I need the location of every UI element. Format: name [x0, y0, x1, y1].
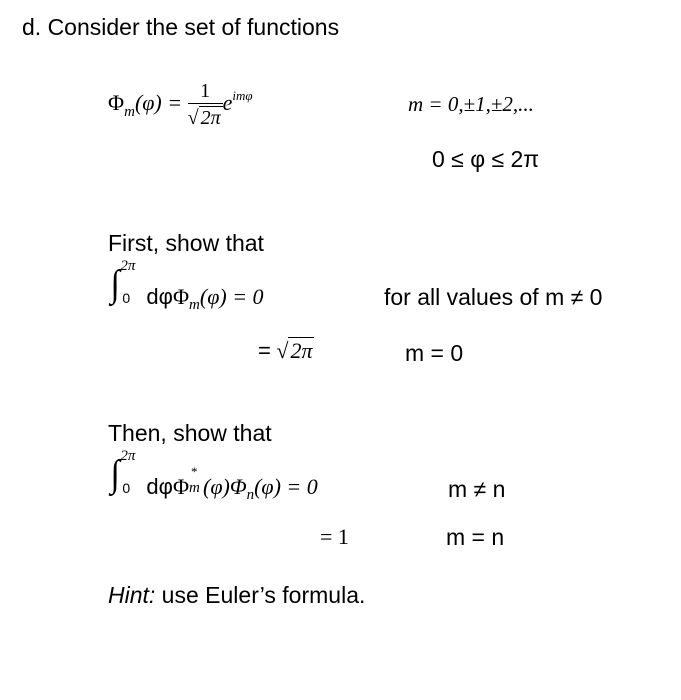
part1-condition-1: for all values of m ≠ 0	[384, 284, 603, 310]
part2-intro: Then, show that	[108, 420, 272, 446]
phi-subscript: m	[124, 104, 135, 121]
upper-limit: 2π	[120, 258, 136, 274]
sqrt-radicand: 2π	[290, 338, 313, 363]
equals-sign: =	[258, 338, 271, 363]
integrand-result: (φ) = 0	[199, 284, 264, 309]
integral-limits	[120, 258, 146, 306]
part1-alt-result	[258, 338, 314, 364]
part1-intro: First, show that	[108, 230, 264, 256]
hint-text: use Euler’s formula.	[155, 582, 366, 608]
fraction-numerator: 1	[188, 80, 223, 104]
hint-line	[108, 582, 365, 609]
part1-integral	[110, 258, 264, 313]
subscript-n: n	[246, 487, 255, 503]
conjugate-star: *	[191, 464, 198, 479]
integral-limits	[120, 448, 146, 496]
function-definition	[108, 80, 253, 130]
integral-sign: ∫	[110, 453, 120, 495]
differential: dφ	[146, 474, 173, 499]
sqrt-sign: √2π	[276, 338, 313, 363]
sqrt-radicand: 2π	[200, 107, 221, 129]
part1-condition-2: m = 0	[405, 340, 464, 366]
phi-range: 0 ≤ φ ≤ 2π	[432, 146, 540, 172]
part2-condition-1: m ≠ n	[448, 476, 506, 502]
integrand-middle: (φ)Φ	[203, 474, 247, 499]
script-stack	[189, 464, 203, 496]
lower-limit: 0	[122, 480, 131, 496]
part2-alt-result: = 1	[320, 524, 349, 549]
hint-label: Hint:	[108, 582, 156, 608]
differential: dφ	[146, 284, 173, 309]
phi-argument: (φ) =	[134, 90, 183, 116]
exponential-base: e	[222, 90, 233, 116]
lower-limit: 0	[122, 290, 131, 306]
integral-sign: ∫	[110, 263, 120, 305]
normalization-fraction	[188, 80, 223, 130]
part2-condition-2: m = n	[446, 524, 505, 550]
part2-integral	[110, 448, 318, 503]
phi-symbol: Φ	[108, 90, 125, 116]
subscript-m: m	[189, 480, 200, 496]
integrand-phi: Φ	[172, 284, 190, 309]
upper-limit: 2π	[120, 448, 136, 464]
exponential-power: imφ	[232, 88, 253, 104]
m-range: m = 0,±1,±2,...	[408, 92, 534, 116]
integrand-subscript: m	[189, 297, 200, 313]
fraction-denominator	[188, 104, 223, 130]
integrand-phi-conjugate: Φ	[172, 474, 190, 499]
problem-heading: d. Consider the set of functions	[22, 14, 340, 40]
sqrt-sign: √ 2π	[187, 107, 221, 129]
integrand-result: (φ) = 0	[254, 474, 318, 499]
